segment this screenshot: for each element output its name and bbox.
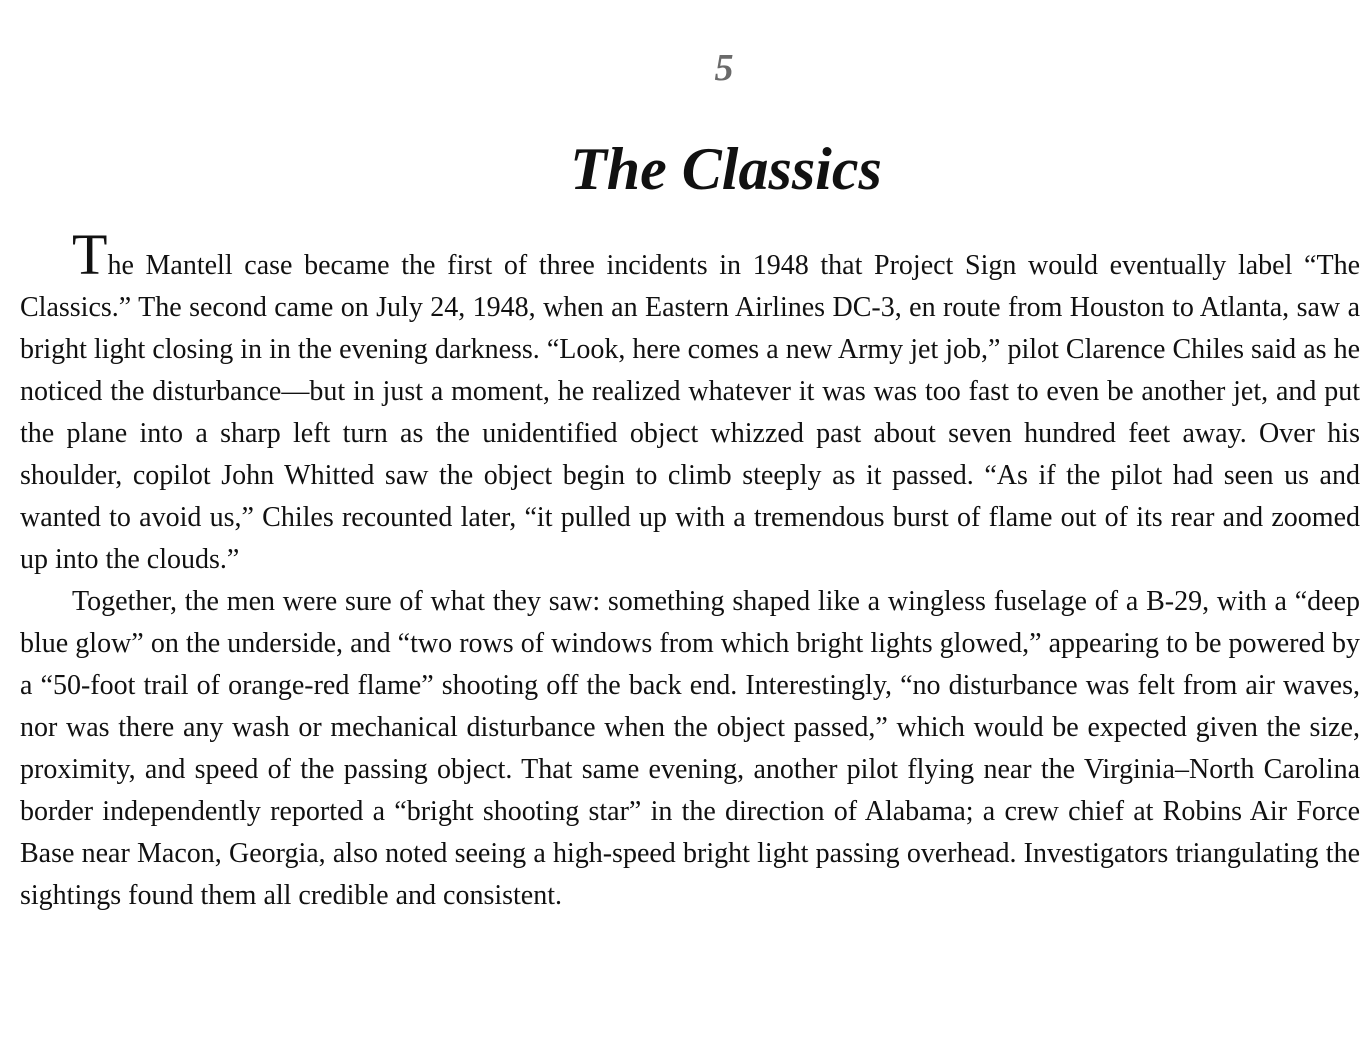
paragraph-1 (20, 218, 1360, 581)
chapter-body (20, 218, 1360, 917)
paragraph-2-text: Together, the men were sure of what they saw: something shaped like a wingless fuselage of a B-29, with a “deep blue glow” on the underside, and “two rows of windows from which bright lights glowed,” appearing to be powered by a “50-foot trail of orange-red flame” shooting off the back end. Interestingly, “no disturbance was felt from air waves, nor was there any wash or mechanical disturbance when the object passed,” which would be expected given the size, proximity, and speed of the passing object. That same evening, another pilot flying near the Virginia–North Carolina border independently reported a “bright shooting star” in the direction of Alabama; a crew chief at Robins Air Force Base near Macon, Georgia, also noted seeing a high-speed bright light passing overhead. Investigators triangulating the sightings found them all credible and consistent. (20, 586, 1360, 911)
chapter-title: The Classics (570, 136, 882, 202)
chapter-number: 5 (714, 47, 734, 89)
drop-cap: T (72, 222, 108, 287)
paragraph-1-text: he Mantell case became the first of three incidents in 1948 that Project Sign would eventually label “The Classics.” The second came on July 24, 1948, when an Eastern Airlines DC-3, en route from Houston to Atlanta, saw a bright light closing in in the evening darkness. “Look, here comes a new Army jet job,” pilot Clarence Chiles said as he noticed the disturbance—but in just a moment, he realized whatever it was was too fast to even be another jet, and put the plane into a sharp left turn as the unidentified object whizzed past about seven hundred feet away. Over his shoulder, copilot John Whitted saw the object begin to climb steeply as it passed. “As if the pilot had seen us and wanted to avoid us,” Chiles recounted later, “it pulled up with a tremendous burst of flame out of its rear and zoomed up into the clouds.” (20, 250, 1360, 575)
paragraph-2 (20, 581, 1360, 917)
